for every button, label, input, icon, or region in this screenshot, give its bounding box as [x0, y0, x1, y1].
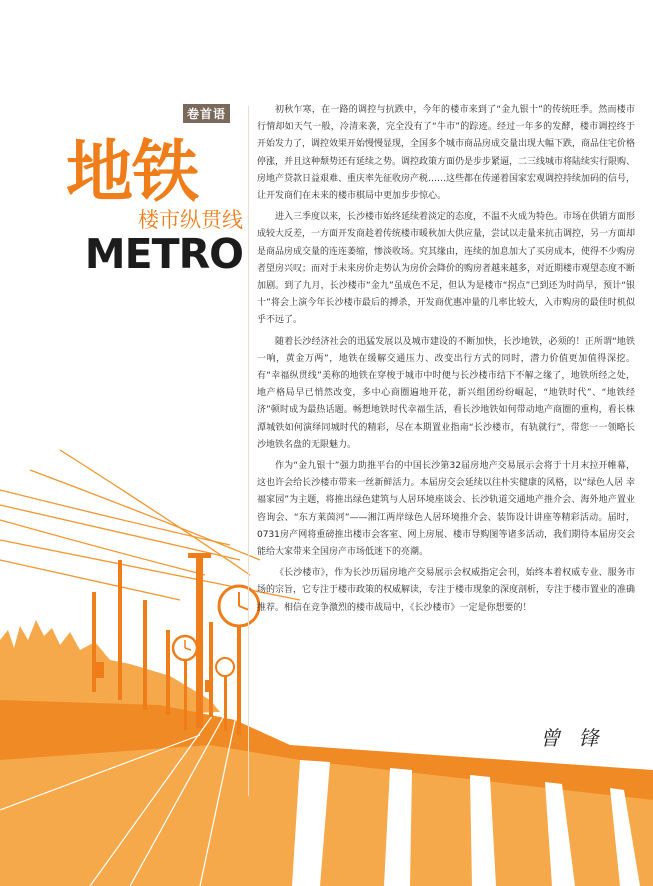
- page-title: 地铁: [66, 133, 198, 211]
- paragraph: 作为“金九银十”强力助推平台的中国长沙第32届房地产交易展示会将于十月末拉开帷幕，这也许会给长沙楼市带来一丝新鲜活力。本届房交会延续以往朴实健康的风格，以“绿色人居 幸福家园”为主题，将推出绿色建筑与人居环境座谈会、长沙轨道交通地产推介会、海外地产置业咨询会、“东方莱茵河”——湘江两岸绿色人居环境推介会、装饰设计讲座等精彩活动。届时，0731房产网将重磅推出楼市会客室、网上房展、楼市导购图等诸多活动，我们期待本届房交会能给大家带来全国房产市场低迷下的亮潮。: [257, 461, 635, 558]
- paragraph: 随着长沙经济社会的迅猛发展以及城市建设的不断加快，长沙地铁，必须的！正所谓“地铁一响，黄金万两”，地铁在缓解交通压力、改变出行方式的同时，潜力价值更加值得深挖。有“幸福纵贯线”美称的地铁在穿梭于城市中时便与长沙楼市结下不解之缘了，地铁所经之处，地产格局早已悄然改变，多中心商圈遍地开花，新兴组团纷纷崛起，“地铁时代”、“地铁经济”顿时成为最热话题。畅想地铁时代幸福生活，看长沙地铁如何带动地产商圈的重构，看长株潭城铁如何演绎同城时代的精彩，尽在本期置业指南“长沙楼市，有轨就行”，带您一一领略长沙地铁名盘的无限魅力。: [257, 336, 635, 450]
- paragraph: 进入三季度以来，长沙楼市始终延续着淡定的态度，不温不火成为特色。市场在供销方面形成较大反差，一方面开发商趁着传统楼市暖秋加大供应量，尝试以走量来抗击调控，另一方面却是商品房成交量的连连萎缩，惨淡收场。究其缘由，连续的加息加大了买房成本，使得不少购房者望房兴叹；而对于未来房价走势认为房价会降价的购房者越来越多，对近期楼市观望态度不断加剧。到了九月，长沙楼市“金九”虽成色不足，但认为是楼市“拐点”已到还为时尚早，预计“银十”将会上演今年长沙楼市最后的搏杀，开发商优惠冲量的几率比较大，入市购房的最佳时机似乎不远了。: [257, 212, 636, 326]
- page-subtitle: 楼市纵贯线: [138, 208, 243, 232]
- paragraph: 初秋乍寒，在一路的调控与抗跌中，今年的楼市来到了“金九银十”的传统旺季。然而楼市行情却如天气一般，冷清来袭，完全没有了“牛市”的踪迹。经过一年多的发酵，楼市调控终于开始发力了，调控效果开始慢慢显现，全国多个城市商品房成交量出现大幅下跌，商品住宅价格停涨，并且这种颓势还有延续之势。调控政策方面仍是步步紧逼，二三线城市将陆续实行限购、房地产贷款日益艰难、重庆率先征收房产税……这些都在传递着国家宏观调控持续加码的信号，让开发商们在未来的楼市棋局中更加步步惊心。: [257, 105, 636, 202]
- paragraph: 《长沙楼市》，作为长沙历届房地产交易展示会权威指定会刊，始终本着权威专业、服务市场的宗旨，它专注于楼市政策的权威解读，专注于楼市现象的深度剖析，专注于楼市置业的准确推荐。相信在竞争激烈的楼市战局中，《长沙楼市》一定是你想要的！: [257, 568, 636, 613]
- author-signature: 曾 锋: [540, 726, 605, 750]
- editorial-body: [257, 102, 635, 621]
- column-divider: [248, 106, 249, 796]
- english-title: METRO: [84, 230, 243, 278]
- section-label: 卷首语: [183, 104, 230, 123]
- overhead-wires: [0, 450, 300, 600]
